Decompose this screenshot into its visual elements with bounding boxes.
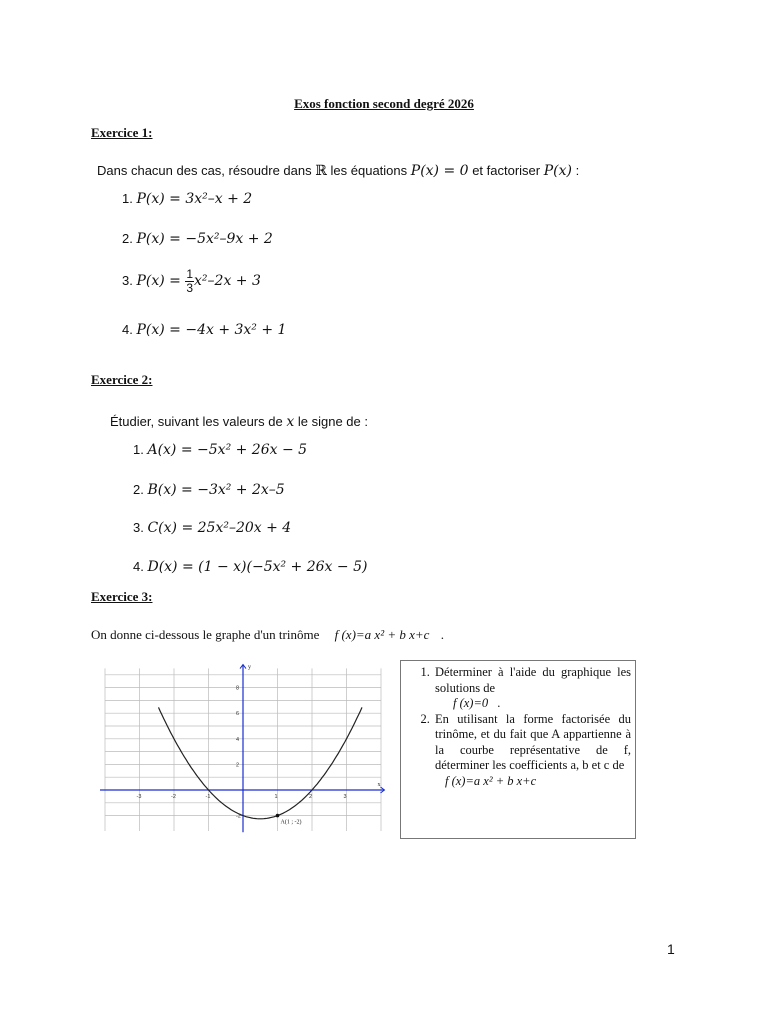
y-tick-label: 4 [236, 736, 240, 743]
ex2-item-4: 4. D(x) = (1 − x)(−5x² + 26x − 5) [133, 559, 368, 575]
question-2: 2. En utilisant la forme factorisée du trinôme, et du fait que A appartienne à la courbe représentative de f, déterminer les coefficients a, b et c de f (x)=a x² + b x+c [433, 712, 631, 790]
x-tick-label: 3 [343, 794, 347, 800]
px-symbol: P(x) [543, 163, 572, 179]
exercise-1-intro [97, 163, 579, 179]
intro-text-d: : [575, 163, 580, 178]
questions-box [400, 660, 636, 839]
exercise-2-heading: Exercice 2: [91, 372, 153, 387]
ex1-item-3: 3. P(x) = $\frac{1}{3}$ x²–2x + 3 [122, 267, 261, 295]
page-number: 1 [667, 941, 675, 957]
y-axis-label: y [248, 664, 251, 671]
real-set-symbol: ℝ [315, 163, 327, 179]
x-tick-label: -1 [205, 794, 211, 800]
document-title: Exos fonction second degré 2026 [294, 96, 474, 111]
intro-text-c: et factoriser [472, 163, 541, 178]
exercise-1-heading: Exercice 1: [91, 125, 153, 140]
exercise-3-intro: On donne ci-dessous le graphe d'un trinôme f (x)=a x² + b x+c . [91, 627, 444, 642]
exercise-2-intro: Étudier, suivant les valeurs de x le signe de : [110, 414, 368, 430]
ex1-item-4: 4. P(x) = −4x + 3x² + 1 [122, 322, 287, 338]
x-tick-label: 2 [309, 794, 313, 800]
parabola-curve [159, 707, 363, 818]
variable-x: x [286, 414, 295, 430]
y-tick-label: 8 [236, 685, 240, 692]
y-tick-labels [236, 686, 241, 820]
x-axis-label: x [377, 782, 381, 788]
ex2-item-1: 1. A(x) = −5x² + 26x − 5 [133, 442, 308, 458]
question-1: 1. Déterminer à l'aide du graphique les solutions de f (x)=0 . [433, 665, 631, 712]
y-tick-label: 6 [236, 711, 240, 718]
trinome-function: f (x)=a x² + b x+c [334, 627, 430, 642]
point-a-marker [276, 814, 280, 818]
x-tick-label: 1 [274, 794, 278, 800]
fraction-one-third: $\frac{1}{3}$ [186, 267, 194, 295]
point-a-label: A(1 ; -2) [280, 819, 302, 826]
y-tick-label: -2 [236, 813, 241, 820]
intro-text-a: Dans chacun des cas, résoudre dans [97, 163, 312, 178]
x-tick-labels [137, 794, 347, 800]
y-tick-label: 2 [236, 762, 240, 769]
x-tick-label: -2 [171, 794, 176, 800]
ex1-item-1: 1. P(x) = 3x²–x + 2 [122, 191, 253, 207]
ex1-item-2: 2. P(x) = −5x²–9x + 2 [122, 231, 273, 247]
intro-text-b: les équations [330, 163, 408, 178]
equation-zero: P(x) = 0 [410, 163, 469, 179]
x-tick-label: -3 [136, 794, 142, 800]
ex2-item-3: 3. C(x) = 25x²–20x + 4 [133, 520, 292, 536]
parabola-graph [100, 657, 390, 847]
ex2-item-2: 2. B(x) = −3x² + 2x–5 [133, 482, 285, 498]
exercise-3-heading: Exercice 3: [91, 589, 153, 604]
